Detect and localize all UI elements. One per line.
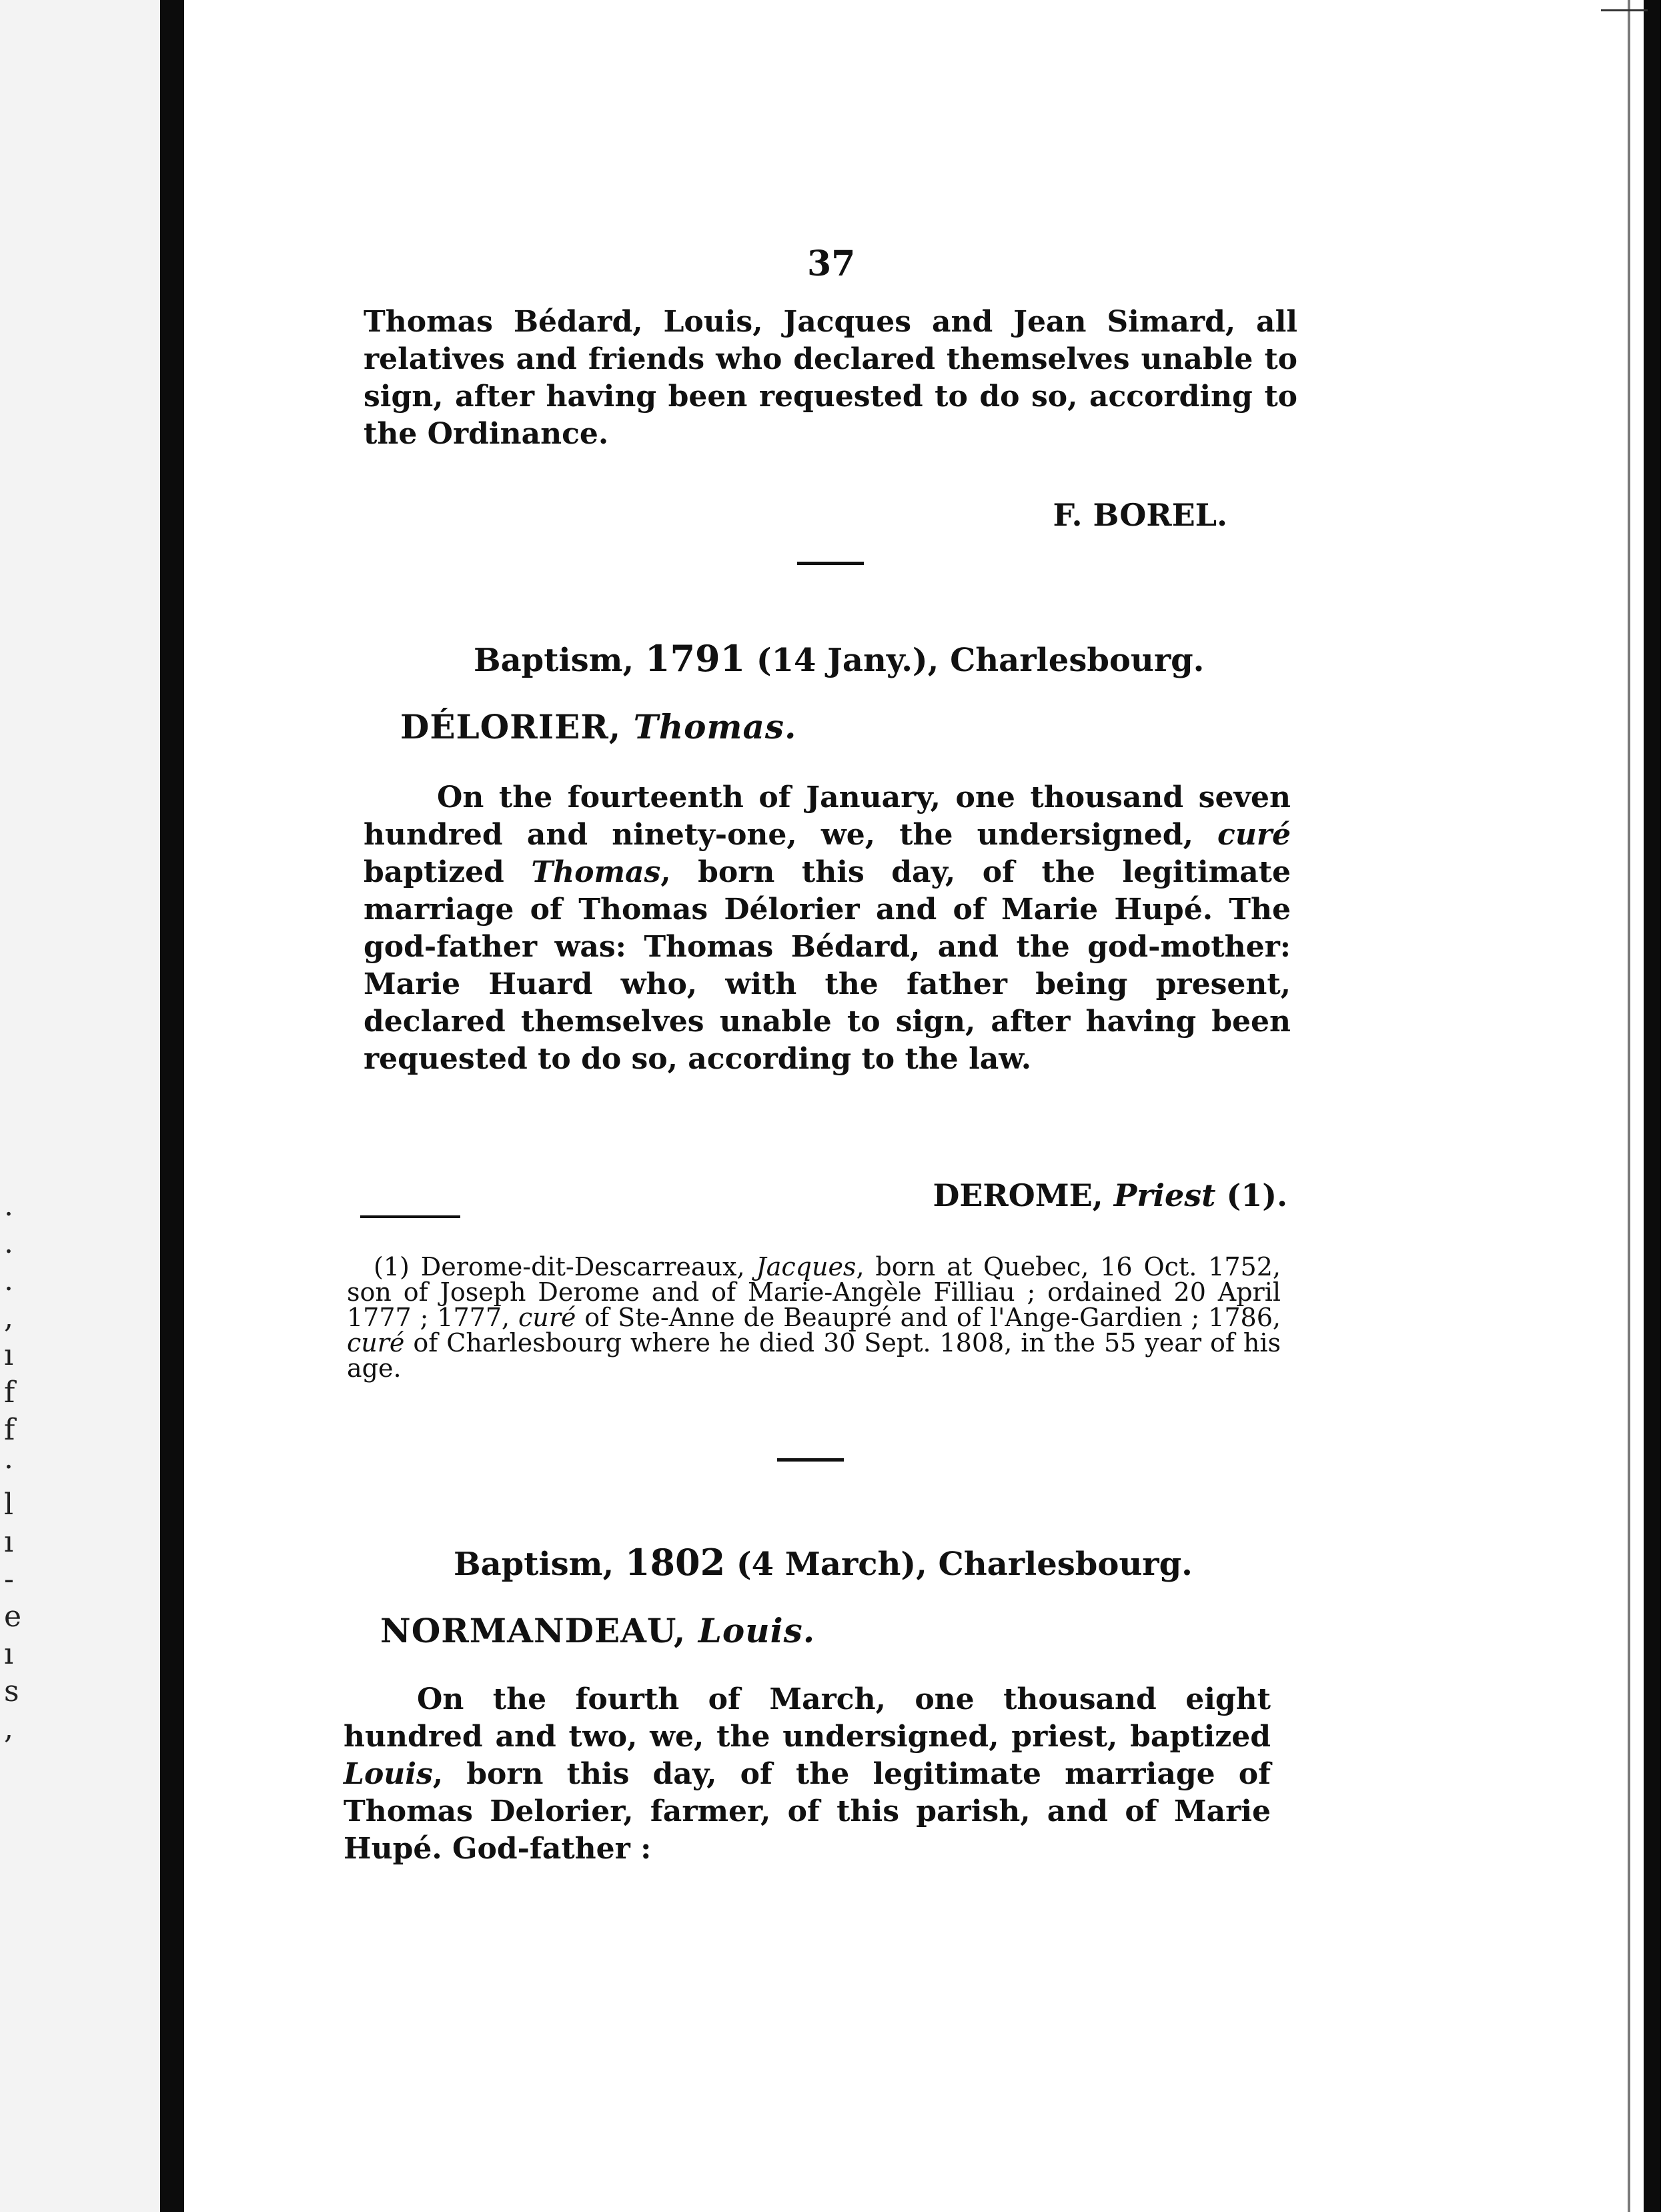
footnote-text: Derome-dit-Descarreaux, bbox=[409, 1252, 756, 1281]
footnote-derome bbox=[347, 1254, 1281, 1381]
continuation-block bbox=[364, 304, 1297, 453]
margin-glyph: ı bbox=[4, 1338, 14, 1372]
heading-prefix: Baptism, bbox=[474, 642, 634, 679]
margin-glyph: ı bbox=[4, 1525, 14, 1559]
entry-name-delorier bbox=[400, 707, 796, 746]
body-italic: curé bbox=[1217, 818, 1291, 852]
margin-glyph: , bbox=[4, 1301, 13, 1335]
surname: NORMANDEAU, bbox=[380, 1611, 686, 1650]
footnote-rule bbox=[360, 1215, 460, 1218]
page-edge-right-thin bbox=[1628, 0, 1630, 2212]
page-number: 37 bbox=[807, 243, 856, 284]
signature-derome-block bbox=[867, 1177, 1287, 1213]
entry-body-1802-block bbox=[344, 1681, 1271, 1868]
signature-title: Priest bbox=[1113, 1177, 1216, 1213]
entry-body-1791 bbox=[364, 779, 1291, 1078]
signature-borel: F. BOREL. bbox=[1053, 497, 1227, 533]
body-text: , born this day, of the legitimate marriage of Thomas Delorier, farmer, of this parish, and of Marie Hupé. God-father : bbox=[344, 1757, 1271, 1866]
footnote-text: of Charlesbourg where he died 30 Sept. 1808, in the 55 year of his age. bbox=[347, 1328, 1281, 1383]
page-edge-right bbox=[1644, 0, 1661, 2212]
heading-prefix: Baptism, bbox=[454, 1546, 614, 1583]
margin-glyph: f bbox=[4, 1413, 15, 1447]
footnote-italic: curé bbox=[518, 1303, 576, 1332]
body-text: On the fourth of March, one thousand eight hundred and two, we, the undersigned, priest, baptized bbox=[344, 1682, 1271, 1754]
margin-glyph: . bbox=[4, 1263, 13, 1297]
footnote-ref: (1). bbox=[1226, 1177, 1287, 1213]
margin-glyph: l bbox=[4, 1488, 14, 1522]
continuation-paragraph: Thomas Bédard, Louis, Jacques and Jean Simard, all relatives and friends who declared themselves unable to sign, after having been requested to do so, according to the Ordinance. bbox=[364, 305, 1297, 451]
body-italic: Thomas bbox=[531, 855, 661, 889]
margin-glyph: . bbox=[4, 1226, 13, 1260]
entry-name-normandeau bbox=[380, 1611, 815, 1650]
footnote-text: of Ste-Anne de Beaupré and of l'Ange-Gardien ; 1786, bbox=[576, 1303, 1281, 1332]
margin-glyph: , bbox=[4, 1712, 13, 1746]
binding-shadow bbox=[0, 0, 161, 2212]
footnote-italic: Jacques bbox=[756, 1252, 857, 1281]
heading-year: 1791 bbox=[644, 637, 746, 680]
footnote-mark: (1) bbox=[374, 1252, 410, 1281]
body-text: On the fourteenth of January, one thousand seven hundred and ninety-one, we, the undersigned, bbox=[364, 780, 1291, 852]
section-separator bbox=[797, 562, 864, 565]
surname: DÉLORIER, bbox=[400, 707, 622, 746]
signature-name: DEROME, bbox=[933, 1177, 1103, 1213]
footnote-italic: curé bbox=[347, 1328, 405, 1357]
body-text: baptized bbox=[364, 855, 532, 889]
heading-year: 1802 bbox=[624, 1541, 726, 1584]
entry-body-1791-block bbox=[364, 779, 1291, 1078]
footnote-text: , born at Quebec, 16 Oct. 1752, son of Joseph Derome and of Marie-Angèle Filliau ; ordained 20 April 1777 ; 1777, bbox=[347, 1252, 1281, 1332]
given-name: Louis. bbox=[698, 1611, 816, 1650]
entry-heading-1791 bbox=[474, 637, 1204, 680]
facing-page-margin-chars bbox=[0, 1187, 27, 1748]
margin-glyph: ı bbox=[4, 1637, 14, 1671]
heading-suffix: (4 March), Charlesbourg. bbox=[736, 1546, 1193, 1583]
body-italic: Louis bbox=[344, 1757, 433, 1791]
margin-glyph: e bbox=[4, 1600, 22, 1634]
margin-glyph: s bbox=[4, 1674, 19, 1708]
given-name: Thomas. bbox=[633, 707, 797, 746]
signature-borel-block bbox=[934, 497, 1227, 533]
margin-glyph: . bbox=[4, 1189, 13, 1223]
page-edge-left bbox=[160, 0, 184, 2212]
margin-glyph: f bbox=[4, 1375, 15, 1410]
section-separator bbox=[777, 1458, 844, 1462]
margin-glyph: · bbox=[4, 1450, 13, 1484]
heading-suffix: (14 Jany.), Charlesbourg. bbox=[756, 642, 1205, 679]
signature-derome bbox=[867, 1177, 1287, 1213]
body-text: , born this day, of the legitimate marriage of Thomas Délorier and of Marie Hupé. The god-father was: Thomas Bédard, and the god-mother: Marie Huard who, with the father being present, declared themselves unable to sign, after having been requested to do so, according to the law. bbox=[364, 855, 1291, 1076]
entry-heading-1802 bbox=[454, 1541, 1193, 1584]
page-edge-top bbox=[1601, 9, 1648, 11]
margin-glyph: - bbox=[4, 1562, 14, 1596]
entry-body-1802 bbox=[344, 1681, 1271, 1868]
